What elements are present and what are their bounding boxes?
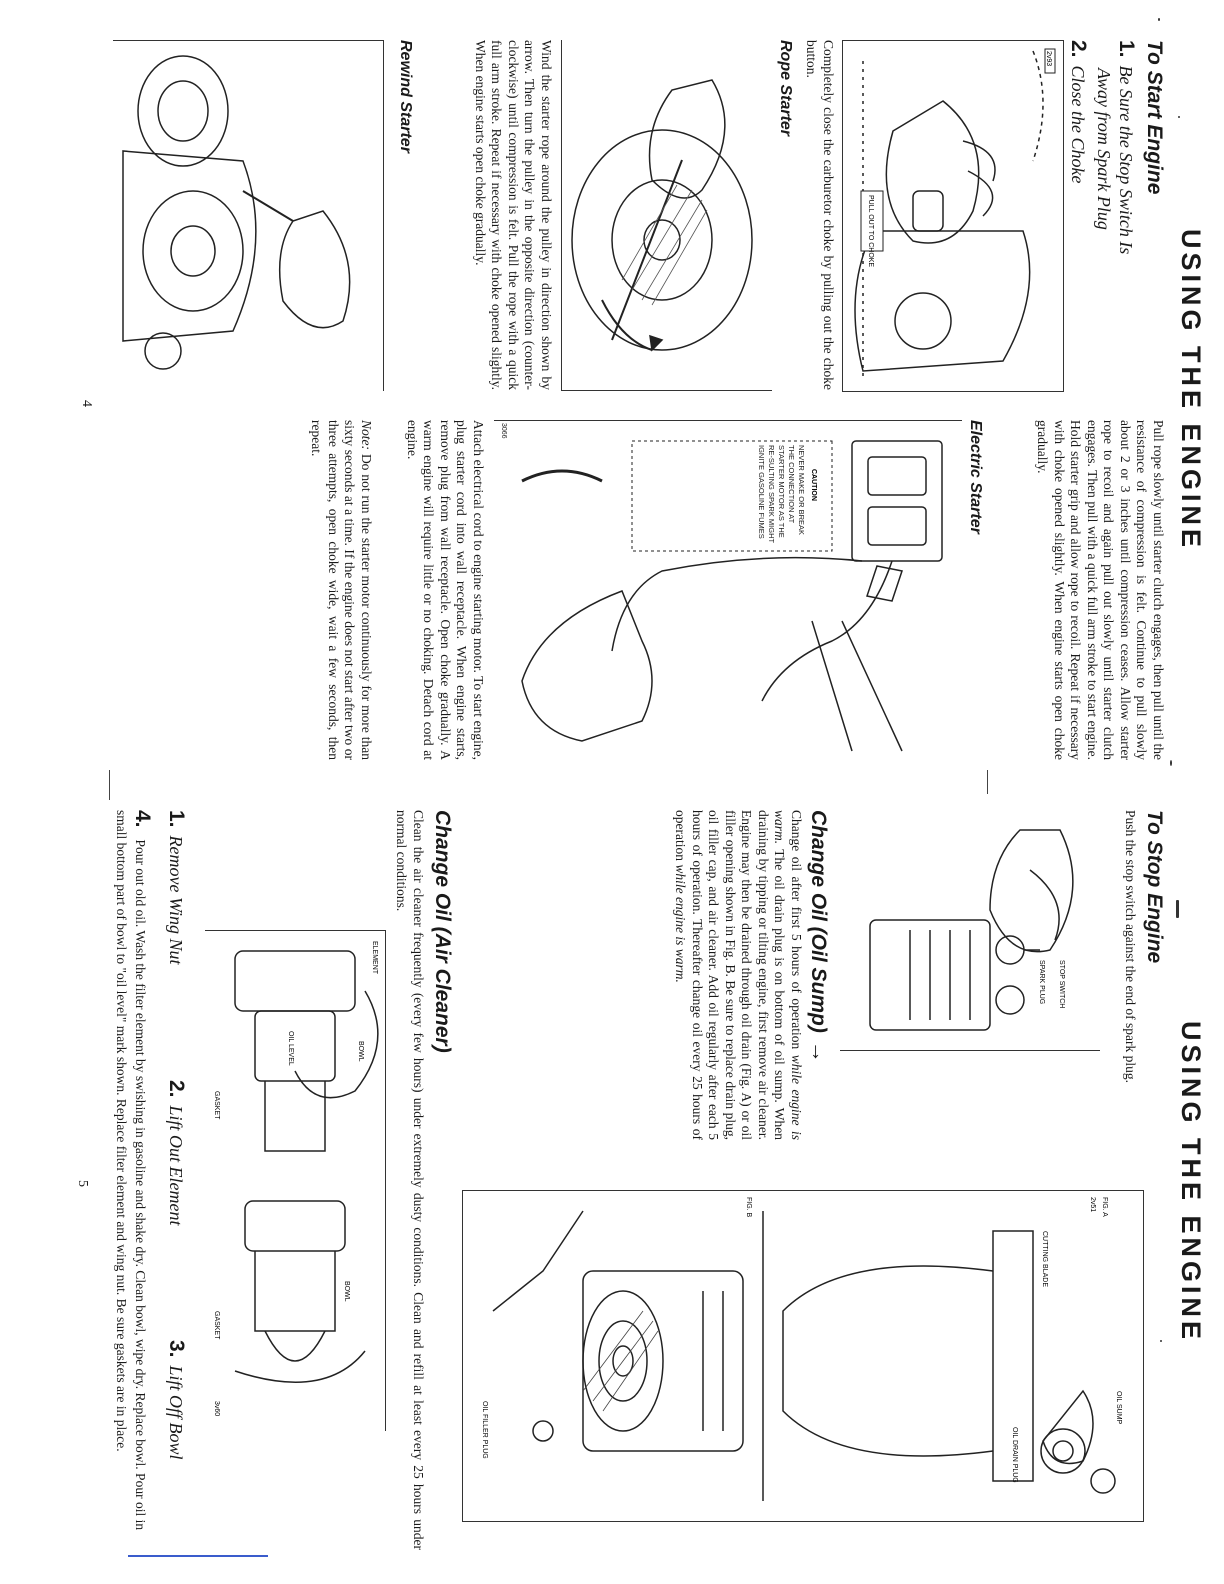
step-text: Pour out old oil. Wash the filter element by swishing in gasoline and shake dry. Clean bowl, wipe dry. Replace bowl. Pour oil in small bottom part of bowl to "oil level" mark shown. Replace filter element and wing nut. Be sure gaskets are in place.: [114, 810, 148, 1531]
step-number: 2.: [1067, 40, 1090, 58]
start-step-2: [1066, 40, 1090, 390]
electric-drawing: [494, 421, 962, 761]
air-step-2: [164, 1080, 188, 1226]
oil-sump-heading-row: [806, 810, 832, 1140]
fig-label: ELEMENT: [371, 941, 378, 975]
fig-label: OIL FILLER PLUG: [481, 1401, 488, 1459]
air-cleaner-illustration: [205, 930, 386, 1431]
page-title: USING THE ENGINE: [1176, 228, 1206, 552]
oil-text-a: Change oil after first 5 hours of operation: [789, 810, 804, 1050]
page-title: USING THE ENGINE: [1176, 1020, 1206, 1344]
air-step-1: [164, 810, 188, 965]
fig-label: GASKET: [213, 1091, 220, 1120]
oil-text-b: The oil drain plug is on bottom of oil sump. When draining by tipping or tilting engine, first remove air cleaner. Engine may then be drained through oil drain (Fig. A) or oil filler opening shown in Fig. B. Be sure to replace drain plug, oil filler cap, and air cleaner. Add oil regularly after each 5 hours of operation. Thereafter change oil every 25 hours of operation: [673, 810, 788, 1140]
start-step-1-cont: Away from Spark Plug: [1094, 68, 1114, 230]
step-text: Lift Out Element: [166, 1105, 186, 1226]
step-number: 3.: [165, 1340, 188, 1358]
fig-label: STOP SWITCH: [1058, 960, 1065, 1009]
caution-text: NEVER MAKE OR BREAK THE CONNECTION AT STARTER MOTOR AS THE RE-SULTING SPARK MIGHT IGNITE GASOLINE FUMES: [757, 445, 806, 543]
page-5: [0, 780, 1224, 1584]
fig-label: GASKET: [213, 1311, 220, 1340]
start-step-1: [1114, 40, 1138, 390]
oil-text-a-italic: while engine is warm.: [772, 810, 804, 1140]
stop-drawing: [840, 810, 1100, 1050]
electric-text: Attach electrical cord to engine starting motor. To start engine, plug starter cord into wall receptacle. When engine starts, remove plug from wall receptacle. Open choke gradually. A warm engine will require little or no choking. Detach cord at engine.: [405, 420, 486, 760]
page-number: 5: [75, 1180, 90, 1187]
choke-drawing: [843, 41, 1063, 391]
rewind-starter-illustration: [113, 40, 384, 391]
fig-label: PULL OUT TO CHOKE: [867, 195, 874, 268]
fig-label: OIL LEVEL: [287, 1031, 294, 1066]
air-step-3: [164, 1340, 188, 1460]
air-drawing: [205, 931, 385, 1431]
step-text: Close the Choke: [1068, 65, 1088, 184]
starter-note: [308, 420, 374, 760]
fig-label: OIL DRAIN PLUG: [1011, 1427, 1018, 1483]
step-number: 1.: [1115, 40, 1138, 58]
fig-code: 2v51: [1089, 1197, 1096, 1213]
rope-text: Wind the starter rope around the pulley in direction shown by arrow. Then turn the pulley in the opposite direction (counter-clockwise) until compression is felt. Pull the rope with a quick full arm stroke. Repeat if necessary with choke opened slightly. When engine starts open choke gradually.: [473, 40, 554, 390]
electric-starter-heading: Electric Starter: [967, 420, 984, 534]
stop-switch-illustration: [840, 810, 1100, 1051]
step-text: Be Sure the Stop Switch Is: [1116, 65, 1136, 255]
stop-text: Push the stop switch against the end of spark plug.: [1123, 810, 1138, 1083]
arrow-right-icon: →: [807, 1040, 832, 1063]
electric-starter-illustration: [494, 420, 962, 761]
fig-label: CUTTING BLADE: [1041, 1231, 1048, 1288]
air-step-4: [112, 810, 154, 1550]
fig-label: SPARK PLUG: [1038, 960, 1045, 1005]
stop-engine-heading: To Stop Engine: [1143, 810, 1166, 964]
fig-code: 2v93: [1045, 51, 1052, 67]
air-cleaner-text: Clean the air cleaner frequently (every few hours) under extremely dusty conditions. Clean and refill at least every 25 hours under normal conditions.: [394, 810, 426, 1550]
fig-label: BOWL: [343, 1281, 350, 1302]
choke-illustration: [842, 40, 1064, 392]
oil-sump-illustration: [462, 1190, 1144, 1522]
page-4: [0, 0, 1224, 780]
note-text: Do not run the starter motor continuously for more than sixty seconds at a time. If the engine does not start after two or three attempts, open choke wide, wait a few seconds, then repeat.: [309, 420, 374, 761]
note-label: Note:: [359, 420, 374, 450]
fig-code: 3066: [500, 423, 507, 439]
rope-starter-illustration: [561, 40, 772, 391]
step-number: 2.: [165, 1080, 188, 1098]
oil-text-b-italic: while engine is warm.: [673, 864, 689, 983]
fig-label: FIG. B: [745, 1197, 752, 1218]
sump-drawing: [463, 1191, 1143, 1521]
fig-label: OIL SUMP: [1115, 1391, 1122, 1425]
page-number: 4: [79, 400, 94, 407]
air-cleaner-heading: Change Oil (Air Cleaner): [431, 810, 454, 1053]
oil-sump-heading: Change Oil (Oil Sump): [807, 810, 830, 1033]
step-text: Lift Off Bowl: [166, 1365, 186, 1460]
caution-title: CAUTION: [810, 469, 817, 501]
rewind-drawing: [113, 41, 383, 391]
rewind-starter-heading: Rewind Starter: [397, 40, 414, 153]
step-number: 4.: [131, 810, 154, 828]
fig-code: 3v60: [213, 1401, 220, 1417]
rope-starter-heading: Rope Starter: [777, 40, 794, 137]
rope-drawing: [562, 40, 772, 390]
fig-label: BOWL: [357, 1041, 364, 1062]
oil-sump-text: [672, 810, 804, 1140]
start-engine-heading: To Start Engine: [1143, 40, 1166, 195]
step-number: 1.: [165, 810, 188, 828]
rewind-text: Pull rope slowly until starter clutch engages, then pull until the resistance of compression is felt. Continue to pull slowly about 2 or 3 inches until compression ceases. Allow starter rope to recoil and again pull out slowly until starter clutch engages. Then pull with a quick full arm stroke to start engine. Hold starter grip and allow rope to recoil. Repeat if necessary with choke opened slightly. When engine starts open choke gradually.: [1035, 420, 1166, 760]
fig-label: FIG. A: [1101, 1197, 1108, 1217]
choke-text: Completely close the carburetor choke by pulling out the choke button.: [804, 40, 836, 390]
step-text: Remove Wing Nut: [166, 835, 186, 965]
